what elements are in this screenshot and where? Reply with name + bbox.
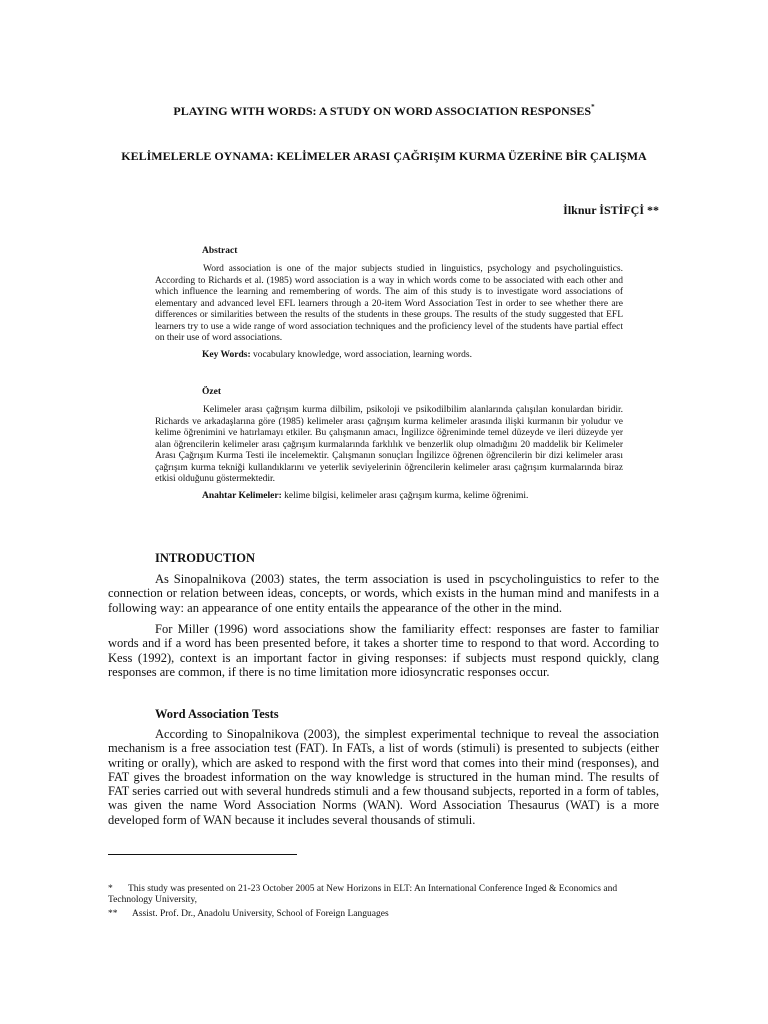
english-title <box>108 100 660 119</box>
footnote-1-mark: * <box>108 884 113 894</box>
anahtar-kelimeler-text: kelime bilgisi, kelimeler arası çağrışım kurma, kelime öğrenimi. <box>281 491 529 501</box>
ozet-text: Kelimeler arası çağrışım kurma dilbilim, psikoloji ve psikodilbilim alanlarında çalışılan konulardan biridir. Richards ve arkadaşlarına göre (1985) kelimeler arası çağrışım kurma kelimeler arasında ilişki kurmanın bir yoludur ve kelime öğrenimini ve hatırlamayı etkiler. Bu çalışmanın amacı, İngilizce öğreniminde temel düzeyde ve ileri düzeyde yer alan öğrencilerin kelimeler arası çağrışım kurmalarında farklılık ve benzerlik olup olmadığını 20 maddelik bir Kelimeler Arası Çağrışım Kurma Testi ile incelemektir. Çalışmanın sonuçları İngilizce öğrenen öğrencilerin bir dizi kelimeler arası çağrışım kurma tekniği kullandıklarını ve yeterlik seviyelerinin öğrencilerin kelimeler arası çağrışım kurmalarında biraz etkisi olduğunu göstermektedir. <box>155 405 623 484</box>
word-association-tests-heading: Word Association Tests <box>155 707 279 721</box>
key-words-text: vocabulary knowledge, word association, learning words. <box>250 350 472 360</box>
english-title-text: PLAYING WITH WORDS: A STUDY ON WORD ASSOCIATION RESPONSES <box>173 104 592 118</box>
introduction-paragraph: For Miller (1996) word associations show the familiarity effect: responses are faster to familiar words and if a word has been presented before, it takes a shorter time to respond to that word. According to Kess (1992), context is an important factor in giving responses: if subjects must respond quickly, clang responses are common, if there is no time limitation more idiosyncratic responses occur. <box>108 622 659 679</box>
footnote-2 <box>108 909 660 920</box>
footnote-1-text: This study was presented on 21-23 October 2005 at New Horizons in ELT: An International Conference Inged & Economics and Technology University, <box>108 884 618 905</box>
ozet-heading: Özet <box>202 387 221 397</box>
footnote-1 <box>108 884 660 906</box>
key-words <box>202 349 472 361</box>
title-footnote-mark: * <box>591 103 595 111</box>
footnote-2-mark: ** <box>108 909 118 919</box>
abstract-text: Word association is one of the major subjects studied in linguistics, psychology and psycholinguistics. According to Richards et al. (1985) word association is a way in which words come to be associated with each other and which influence the learning and remembering of words. The aim of this study is to investigate word associations of elementary and advanced level EFL learners through a 20-item Word Association Test in order to see whether there are differences or similarities between the results of the students in these groups. The results of the study suggested that EFL learners try to use a wide range of word association techniques and the proficiency level of the students have partial effect on their use of word associations. <box>155 264 623 343</box>
anahtar-kelimeler <box>202 490 528 502</box>
footnote-2-text: Assist. Prof. Dr., Anadolu University, School of Foreign Languages <box>132 909 389 919</box>
word-association-tests-paragraph: According to Sinopalnikova (2003), the simplest experimental technique to reveal the association mechanism is a free association test (FAT). In FATs, a list of words (stimuli) is presented to subjects (either writing or orally), which are asked to respond with the first word that comes into their mind (responses), and FAT gives the broadest information on the way knowledge is structured in the human mind. The results of FAT series carried out with several hundreds stimuli and a few thousand subjects, reported in a form of tables, was given the name Word Association Norms (WAN). Word Association Thesaurus (WAT) is a more developed form of WAN because it includes several thousands of stimuli. <box>108 727 659 827</box>
key-words-label: Key Words: <box>202 350 251 360</box>
turkish-title: KELİMELERLE OYNAMA: KELİMELER ARASI ÇAĞRIŞIM KURMA ÜZERİNE BİR ÇALIŞMA <box>121 149 647 163</box>
author-name: İlknur İSTİFÇİ ** <box>563 203 659 217</box>
introduction-paragraph: As Sinopalnikova (2003) states, the term association is used in pscycholinguistics to refer to the connection or relation between ideas, concepts, or words, which exists in the human mind and manifests in a following way: an appearance of one entity entails the appearance of the other in the mind. <box>108 572 659 615</box>
footnote-divider <box>108 854 297 855</box>
anahtar-kelimeler-label: Anahtar Kelimeler: <box>202 491 282 501</box>
introduction-heading: INTRODUCTION <box>155 551 256 565</box>
abstract-heading: Abstract <box>202 246 238 256</box>
